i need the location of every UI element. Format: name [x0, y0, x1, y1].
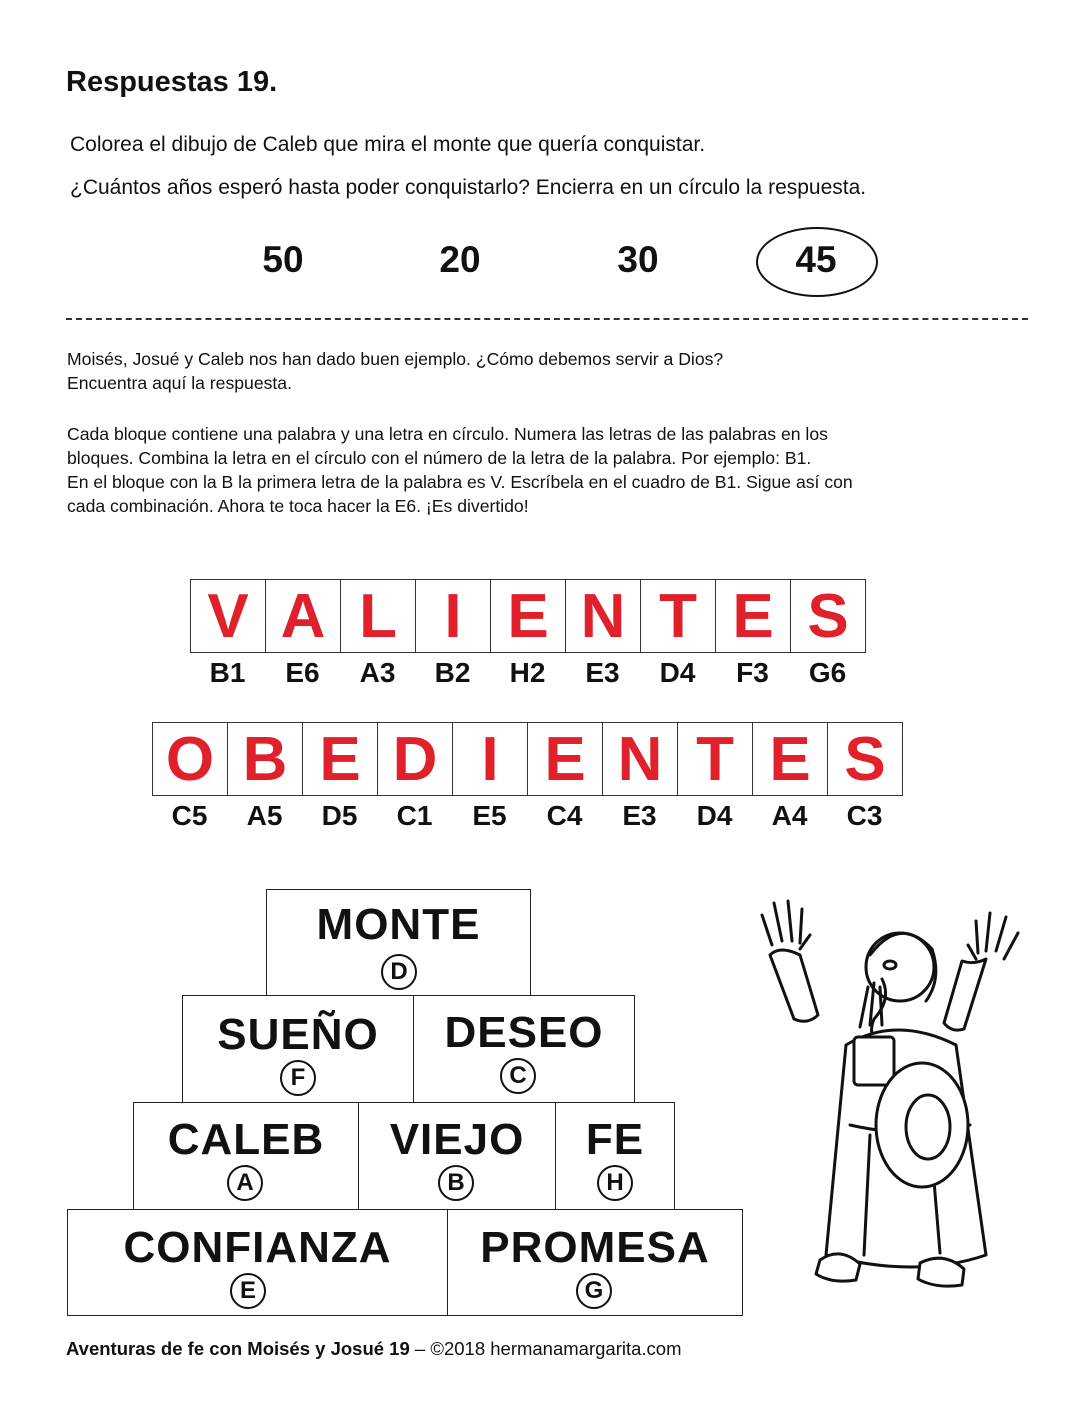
intro-text [67, 347, 1057, 395]
block-word: CONFIANZA [123, 1223, 392, 1272]
caleb-illustration [750, 895, 1040, 1305]
code-label: A4 [771, 800, 808, 831]
option-30: 30 [617, 239, 659, 280]
answer-word-obedientes [152, 722, 903, 832]
block-word: VIEJO [389, 1115, 525, 1164]
code-label: B2 [434, 657, 471, 688]
letter-box: V [190, 579, 266, 653]
code-label: G6 [808, 657, 847, 688]
option-45: 45 [795, 239, 837, 280]
code-label: E5 [472, 800, 507, 831]
letter-box: S [827, 722, 903, 796]
block-word: FE [585, 1115, 645, 1164]
block-monte [266, 889, 531, 996]
option-20: 20 [439, 239, 481, 280]
page-title: Respuestas 19. [66, 66, 278, 98]
code-label: E3 [585, 657, 620, 688]
code-label: C4 [546, 800, 583, 831]
letter-box: N [602, 722, 678, 796]
letter-box: E [752, 722, 828, 796]
letter-box: E [302, 722, 378, 796]
code-label: A5 [246, 800, 283, 831]
block-caleb [133, 1102, 359, 1210]
block-viejo [358, 1102, 556, 1210]
block-word: SUEÑO [217, 1010, 379, 1059]
code-label: A3 [359, 657, 396, 688]
rules-line: cada combinación. Ahora te toca hacer la E6. ¡Es divertido! [67, 496, 529, 516]
letter-box: I [415, 579, 491, 653]
block-word: DESEO [444, 1008, 604, 1057]
block-letter-circle: D [381, 954, 417, 990]
code-label: E6 [285, 657, 320, 688]
option-50: 50 [262, 239, 304, 280]
rules-line: En el bloque con la B la primera letra de la palabra es V. Escríbela en el cuadro de B1. Sigue así con [67, 472, 853, 492]
block-promesa [447, 1209, 743, 1316]
intro-line: Moisés, Josué y Caleb nos han dado buen ejemplo. ¿Cómo debemos servir a Dios? [67, 349, 724, 369]
letter-box: S [790, 579, 866, 653]
letter-box: T [677, 722, 753, 796]
block-letter-circle: B [438, 1165, 474, 1201]
dashed-divider [66, 318, 1028, 320]
letter-box: O [152, 722, 228, 796]
block-sueno [182, 995, 414, 1103]
instruction-question: ¿Cuántos años esperó hasta poder conquistarlo? Encierra en un círculo la respuesta. [70, 176, 867, 199]
code-label: C3 [846, 800, 883, 831]
block-letter-circle: C [500, 1058, 536, 1094]
rules-line: Cada bloque contiene una palabra y una letra en círculo. Numera las letras de las palabras en los [67, 424, 828, 444]
intro-line: Encuentra aquí la respuesta. [67, 373, 292, 393]
code-label: E3 [622, 800, 657, 831]
answer-options [0, 232, 1088, 288]
block-letter-circle: F [280, 1060, 316, 1096]
letter-box: L [340, 579, 416, 653]
code-label: C5 [171, 800, 208, 831]
footer-copyright: – ©2018 hermanamargarita.com [409, 1338, 682, 1359]
block-letter-circle: G [576, 1273, 612, 1309]
letter-box: A [265, 579, 341, 653]
block-letter-circle: E [230, 1273, 266, 1309]
answer-word-valientes [190, 579, 866, 689]
rules-line: bloques. Combina la letra en el círculo con el número de la letra de la palabra. Por ejemplo: B1. [67, 448, 812, 468]
block-fe [555, 1102, 675, 1210]
block-letter-circle: H [597, 1165, 633, 1201]
code-label: B1 [209, 657, 246, 688]
letter-box: E [527, 722, 603, 796]
code-label: D4 [696, 800, 733, 831]
rules-text [67, 422, 1057, 518]
letter-box: I [452, 722, 528, 796]
block-word: MONTE [316, 900, 481, 949]
letter-box: N [565, 579, 641, 653]
footer-title: Aventuras de fe con Moisés y Josué 19 [66, 1338, 410, 1359]
block-letter-circle: A [227, 1165, 263, 1201]
block-word: CALEB [167, 1115, 325, 1164]
block-confianza [67, 1209, 448, 1316]
code-label: F3 [736, 657, 769, 688]
letter-box: B [227, 722, 303, 796]
letter-box: E [490, 579, 566, 653]
code-label: D4 [659, 657, 696, 688]
code-label: D5 [321, 800, 358, 831]
footer [66, 1338, 682, 1360]
code-label: C1 [396, 800, 433, 831]
letter-box: T [640, 579, 716, 653]
block-deseo [413, 995, 635, 1103]
code-label: H2 [509, 657, 546, 688]
block-word: PROMESA [480, 1223, 710, 1272]
letter-box: D [377, 722, 453, 796]
instruction-color: Colorea el dibujo de Caleb que mira el monte que quería conquistar. [70, 133, 706, 156]
letter-box: E [715, 579, 791, 653]
